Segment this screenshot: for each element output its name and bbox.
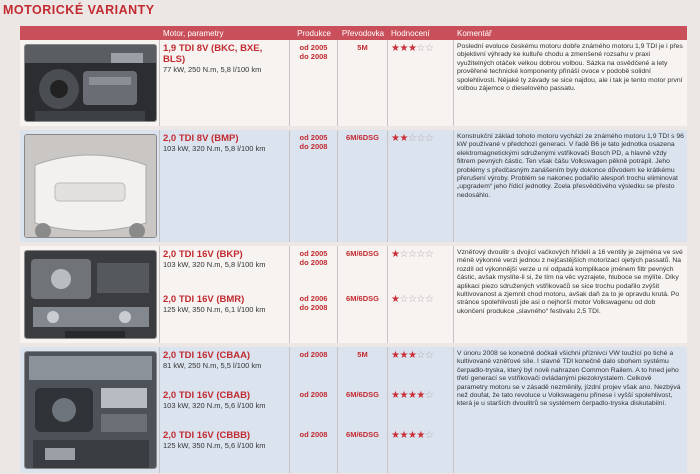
gearbox-value: 6M/6DSG bbox=[346, 133, 379, 142]
star-filled-icon: ★ bbox=[399, 133, 408, 144]
star-rating bbox=[391, 294, 450, 305]
star-rating bbox=[391, 249, 450, 260]
engine-cover-photo-2 bbox=[24, 134, 157, 238]
star-filled-icon: ★ bbox=[399, 350, 408, 361]
gearbox-cell bbox=[338, 130, 388, 242]
star-filled-icon: ★ bbox=[407, 430, 417, 441]
star-filled-icon: ★ bbox=[399, 390, 408, 401]
production-from: od 2008 bbox=[299, 350, 328, 359]
engine-spec: 103 kW, 320 N.m, 5,8 l/100 km bbox=[163, 260, 266, 269]
engine-name: 2,0 TDI 16V (CBAA) bbox=[163, 350, 251, 361]
engine-photo-4 bbox=[24, 351, 157, 469]
gearbox-value: 6M/6DSG bbox=[346, 430, 379, 439]
star-filled-icon: ★ bbox=[416, 430, 425, 441]
production-to: do 2008 bbox=[299, 303, 328, 312]
engine-spec: 125 kW, 350 N.m, 6,1 l/100 km bbox=[163, 305, 266, 314]
engine-photo-cell bbox=[20, 347, 160, 473]
table-row bbox=[20, 246, 687, 343]
star-filled-icon: ★ bbox=[391, 249, 400, 260]
table-header bbox=[20, 26, 687, 40]
engine-spec: 125 kW, 350 N.m, 5,6 l/100 km bbox=[163, 441, 266, 450]
engine-name: 2,0 TDI 16V (CBAB) bbox=[163, 390, 251, 401]
production-cell bbox=[290, 40, 338, 126]
production-to: do 2008 bbox=[299, 52, 328, 61]
gearbox-value: 5M bbox=[357, 350, 368, 359]
gearbox-value: 6M/6DSG bbox=[346, 390, 379, 399]
engine-photo-cell bbox=[20, 130, 160, 242]
production-cell bbox=[290, 347, 338, 473]
star-empty-icon: ☆ bbox=[424, 43, 434, 54]
star-rating bbox=[391, 430, 450, 441]
engine-variants-table bbox=[20, 26, 687, 473]
star-filled-icon: ★ bbox=[391, 430, 400, 441]
engine-photo-cell bbox=[20, 246, 160, 343]
star-filled-icon: ★ bbox=[399, 43, 408, 54]
engine-spec: 77 kW, 250 N.m, 5,8 l/100 km bbox=[163, 65, 262, 74]
rating-cell bbox=[388, 246, 454, 343]
star-filled-icon: ★ bbox=[391, 390, 400, 401]
comment-text: V únoru 2008 se konečně dočkali všichni příznivci VW toužící po tiché a kultivované vzněťové síle. I slavné TDI konečně dalo sbohem systému čerpadlo-tryska, který byl nově nahrazen Common Railem. A to hned jeho třetí generací se vstřikovači ovládanými piezokrystalem. Celkově parametry motoru se v zásadě nezměnily, jízdní projev však ano. Nezbývá než doufat, že tato revoluce u Volkswagenu přinese i vyšší spolehlivost, která je u starších dvoulitrů se systémem čerpadlo-tryska diskutabilní. bbox=[457, 350, 681, 408]
star-rating bbox=[391, 43, 450, 54]
star-empty-icon: ☆ bbox=[416, 350, 425, 361]
star-empty-icon: ☆ bbox=[407, 249, 417, 260]
star-filled-icon: ★ bbox=[399, 430, 408, 441]
star-empty-icon: ☆ bbox=[416, 133, 425, 144]
star-empty-icon: ☆ bbox=[416, 294, 425, 305]
gearbox-value: 5M bbox=[357, 43, 368, 52]
rating-cell bbox=[388, 347, 454, 473]
engine-photo-3 bbox=[24, 250, 157, 339]
star-empty-icon: ☆ bbox=[416, 43, 425, 54]
production-from: od 2006 bbox=[299, 294, 328, 303]
comment-text: Poslední evoluce českému motoru dobře známého motoru 1,9 TDI je i přes objektivní výhrady ke kultuře chodu a zmenšené rozsahu v praxi využitelných otáček velkou dobrou volbou. Sázka na osvědčené a lety prověřené technické komponenty přináší ovoce v podobě solidní spolehlivosti. Nějaké ty závady se sice najdou, ale i tak je tento motor první volbou zájemce o dieselového passatu. bbox=[457, 43, 683, 93]
motor-cell bbox=[160, 347, 290, 473]
engine-spec: 103 kW, 320 N.m, 5,6 l/100 km bbox=[163, 401, 266, 410]
star-empty-icon: ☆ bbox=[424, 350, 434, 361]
star-empty-icon: ☆ bbox=[424, 249, 434, 260]
star-filled-icon: ★ bbox=[391, 43, 400, 54]
star-empty-icon: ☆ bbox=[399, 294, 408, 305]
header-production: Produkce bbox=[297, 28, 331, 38]
production-from: od 2008 bbox=[299, 390, 328, 399]
star-rating bbox=[391, 350, 450, 361]
header-comment: Komentář bbox=[457, 28, 492, 38]
gearbox-cell bbox=[338, 347, 388, 473]
comment-text: Vzněťový dvoulitr s dvojicí vačkových hřídelí a 16 ventily je zejména ve své méně výkonné verzi jednou z nejčastějších motorizací ojetých passatů. Na rozdíl od výkonnější verze u ní odpadá komplikace jménem filtr pevných částic, avšak myslíte-li si, že tím na věc vyzrajete, hluboce se mýlíte. Díky aplikaci piezo sdružených vstřikovačů se sice trochu podařilo zvýšit kultivovanost a zjemnit chod motoru, avšak daň za to je opravdu krutá. Po stránce spolehlivosti jde asi o nejhorší motor Volkswagenu od dob ukončení produkce „slavného“ festivalu 2,5 TDI. bbox=[457, 249, 683, 315]
gearbox-value: 6M/6DSG bbox=[346, 249, 379, 258]
engine-name: 2,0 TDI 16V (CBBB) bbox=[163, 430, 251, 441]
star-rating bbox=[391, 133, 450, 144]
production-cell bbox=[290, 130, 338, 242]
star-empty-icon: ☆ bbox=[399, 249, 408, 260]
table-row bbox=[20, 347, 687, 473]
motor-cell bbox=[160, 246, 290, 343]
header-gearbox: Převodovka bbox=[341, 28, 385, 38]
production-to: do 2008 bbox=[299, 258, 328, 267]
star-empty-icon: ☆ bbox=[424, 133, 434, 144]
star-empty-icon: ☆ bbox=[407, 294, 417, 305]
gearbox-value: 6M/6DSG bbox=[346, 294, 379, 303]
star-filled-icon: ★ bbox=[391, 294, 400, 305]
star-empty-icon: ☆ bbox=[416, 249, 425, 260]
star-filled-icon: ★ bbox=[407, 43, 417, 54]
star-filled-icon: ★ bbox=[407, 350, 417, 361]
star-empty-icon: ☆ bbox=[407, 133, 417, 144]
rating-cell bbox=[388, 40, 454, 126]
engine-name: 2,0 TDI 16V (BKP) bbox=[163, 249, 243, 260]
star-rating bbox=[391, 390, 450, 401]
engine-photo-1 bbox=[24, 44, 157, 122]
engine-spec: 81 kW, 250 N.m, 5,5 l/100 km bbox=[163, 361, 262, 370]
production-to: do 2008 bbox=[299, 142, 328, 151]
gearbox-cell bbox=[338, 40, 388, 126]
gearbox-cell bbox=[338, 246, 388, 343]
star-filled-icon: ★ bbox=[407, 390, 417, 401]
header-rating: Hodnocení bbox=[391, 28, 430, 38]
motor-cell bbox=[160, 40, 290, 126]
star-filled-icon: ★ bbox=[391, 133, 400, 144]
star-empty-icon: ☆ bbox=[424, 430, 434, 441]
table-row bbox=[20, 40, 687, 126]
star-empty-icon: ☆ bbox=[424, 294, 434, 305]
star-filled-icon: ★ bbox=[416, 390, 425, 401]
engine-name: 1,9 TDI 8V (BKC, BXE, BLS) bbox=[163, 43, 263, 65]
header-motor: Motor, parametry bbox=[163, 28, 224, 38]
production-from: od 2008 bbox=[299, 430, 328, 439]
production-from: od 2005 bbox=[299, 133, 328, 142]
engine-photo-cell bbox=[20, 40, 160, 126]
production-from: od 2005 bbox=[299, 249, 328, 258]
comment-text: Konstrukční základ tohoto motoru vychází ze známého motoru 1,9 TDI s 96 kW používané v předchozí generaci. V řadě B6 je tato jednotka osazena elektromagnetickými sdruženými vstřikovači Bosch PD, a hlavně vždy filtrem pevných částic. Ten však čášu Volkswagen pěkně potrápil. Jeho problémy s předčasným zanášením byly dokonce důvodem ke krátkému přerušení výroby. Problém se nakonec podařilo alespoň trochu eliminovat „upgradem“ jeho řídicí jednotky. Zcela přesvědčivého výsledku se přesto nedosáhlo. bbox=[457, 133, 684, 199]
rating-cell bbox=[388, 130, 454, 242]
production-cell bbox=[290, 246, 338, 343]
engine-spec: 103 kW, 320 N.m, 5,8 l/100 km bbox=[163, 144, 266, 153]
engine-name: 2,0 TDI 8V (BMP) bbox=[163, 133, 239, 144]
engine-name: 2,0 TDI 16V (BMR) bbox=[163, 294, 245, 305]
table-row bbox=[20, 130, 687, 242]
star-empty-icon: ☆ bbox=[424, 390, 434, 401]
production-from: od 2005 bbox=[299, 43, 328, 52]
page-title: MOTORICKÉ VARIANTY bbox=[3, 3, 155, 17]
star-filled-icon: ★ bbox=[391, 350, 400, 361]
motor-cell bbox=[160, 130, 290, 242]
